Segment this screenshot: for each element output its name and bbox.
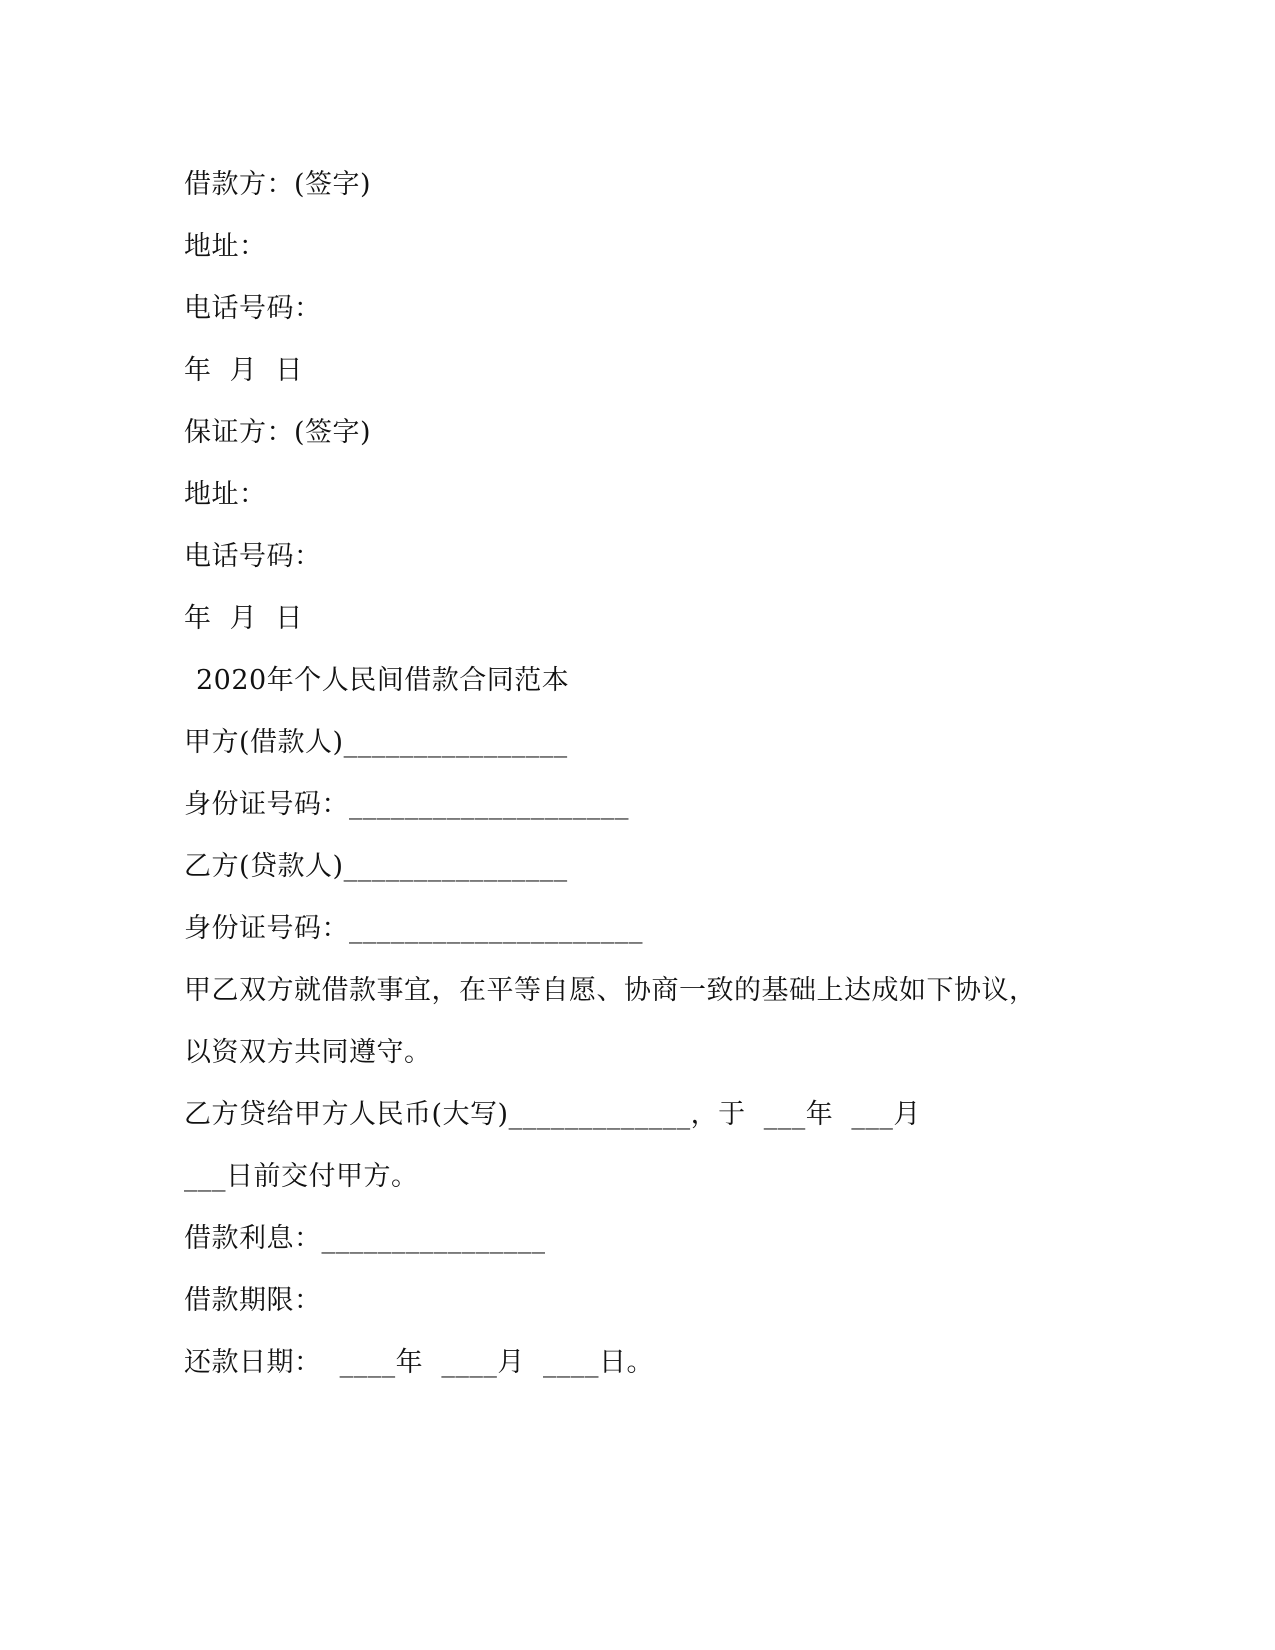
loan-term-line: 借款期限： bbox=[184, 1285, 322, 1316]
repayment-date-line: 还款日期： ____年 ____月 ____日。 bbox=[184, 1347, 654, 1378]
loan-amount-line-2: ___日前交付甲方。 bbox=[184, 1161, 419, 1192]
party-a-id-line: 身份证号码：____________________ bbox=[184, 789, 629, 820]
guarantor-address-line: 地址： bbox=[184, 479, 267, 510]
party-a-line: 甲方(借款人)________________ bbox=[184, 727, 568, 758]
loan-interest-line: 借款利息：________________ bbox=[184, 1223, 546, 1254]
guarantor-phone-line: 电话号码： bbox=[184, 541, 322, 572]
borrower-signature-line: 借款方：(签字) bbox=[184, 169, 372, 200]
guarantor-date-line: 年 月 日 bbox=[184, 603, 303, 634]
borrower-phone-line: 电话号码： bbox=[184, 293, 322, 324]
agreement-intro-line-2: 以资双方共同遵守。 bbox=[184, 1037, 432, 1068]
borrower-address-line: 地址： bbox=[184, 231, 267, 262]
loan-amount-line-1: 乙方贷给甲方人民币(大写)_____________，于 ___年 ___月 bbox=[184, 1099, 921, 1130]
party-b-line: 乙方(贷款人)________________ bbox=[184, 851, 568, 882]
party-b-id-line: 身份证号码：_____________________ bbox=[184, 913, 643, 944]
borrower-date-line: 年 月 日 bbox=[184, 355, 303, 386]
contract-title: 2020年个人民间借款合同范本 bbox=[196, 665, 570, 696]
agreement-intro-line-1: 甲乙双方就借款事宜，在平等自愿、协商一致的基础上达成如下协议， bbox=[184, 975, 1037, 1006]
guarantor-signature-line: 保证方：(签字) bbox=[184, 417, 372, 448]
